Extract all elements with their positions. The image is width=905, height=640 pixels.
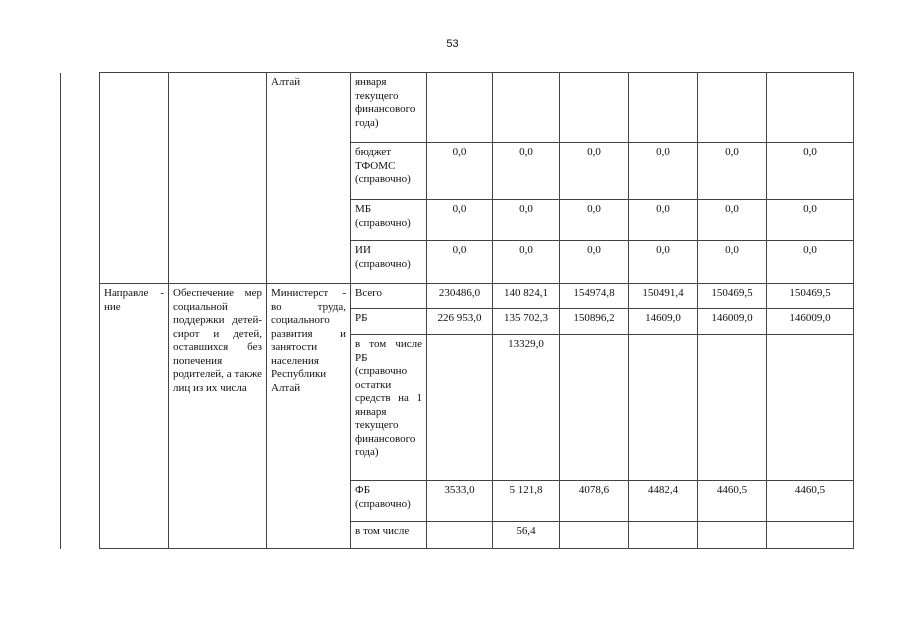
- funding-source-cell: бюджет ТФОМС (справочно): [351, 143, 427, 200]
- value-cell: 0,0: [493, 200, 560, 241]
- value-cell: 0,0: [767, 143, 854, 200]
- table-row: [61, 73, 854, 143]
- value-cell: 4482,4: [629, 481, 698, 522]
- value-cell: 226 953,0: [427, 309, 493, 335]
- value-cell: 150469,5: [698, 284, 767, 309]
- value-cell: 56,4: [493, 522, 560, 549]
- value-cell: 0,0: [698, 143, 767, 200]
- funding-source-cell: ФБ (справочно): [351, 481, 427, 522]
- spacer-cell: [61, 73, 100, 284]
- value-cell: 0,0: [560, 143, 629, 200]
- value-cell: 150469,5: [767, 284, 854, 309]
- value-cell: 135 702,3: [493, 309, 560, 335]
- value-cell: 0,0: [767, 200, 854, 241]
- executor-cell: Министерст - во труда, социального развития и занятости населения Республики Алтай: [267, 284, 351, 549]
- value-cell: 0,0: [427, 200, 493, 241]
- funding-source-cell: Всего: [351, 284, 427, 309]
- value-cell: 146009,0: [698, 309, 767, 335]
- value-cell: 4078,6: [560, 481, 629, 522]
- value-cell: [698, 73, 767, 143]
- element-type-cell: Направле - ние: [100, 284, 169, 549]
- funding-source-cell: РБ: [351, 309, 427, 335]
- element-name-cell: Обеспечение мер социальной поддержки детей-сирот и детей, оставшихся без попечения родителей, а также лиц из их числа: [169, 284, 267, 549]
- value-cell: 0,0: [560, 241, 629, 284]
- value-cell: 0,0: [493, 143, 560, 200]
- value-cell: [560, 73, 629, 143]
- page-number: 53: [446, 38, 459, 50]
- value-cell: 0,0: [427, 241, 493, 284]
- value-cell: [767, 73, 854, 143]
- value-cell: 0,0: [629, 143, 698, 200]
- value-cell: [767, 522, 854, 549]
- value-cell: 140 824,1: [493, 284, 560, 309]
- value-cell: [629, 73, 698, 143]
- value-cell: 14609,0: [629, 309, 698, 335]
- value-cell: [698, 335, 767, 481]
- value-cell: 146009,0: [767, 309, 854, 335]
- funding-source-cell: МБ (справочно): [351, 200, 427, 241]
- value-cell: [427, 73, 493, 143]
- value-cell: [560, 335, 629, 481]
- value-cell: 0,0: [767, 241, 854, 284]
- value-cell: [629, 335, 698, 481]
- value-cell: 230486,0: [427, 284, 493, 309]
- value-cell: [427, 522, 493, 549]
- value-cell: [560, 522, 629, 549]
- executor-cell: Алтай: [267, 73, 351, 284]
- table-body: [61, 73, 854, 549]
- value-cell: [698, 522, 767, 549]
- funding-source-cell: в том числе РБ (справочно остатки средств на 1 января текущего финансового года): [351, 335, 427, 481]
- value-cell: [493, 73, 560, 143]
- element-type-cell: [100, 73, 169, 284]
- table-row: [61, 284, 854, 309]
- value-cell: 0,0: [698, 200, 767, 241]
- value-cell: 150896,2: [560, 309, 629, 335]
- spacer-cell: [61, 284, 100, 549]
- value-cell: 3533,0: [427, 481, 493, 522]
- funding-source-cell: ИИ (справочно): [351, 241, 427, 284]
- value-cell: [767, 335, 854, 481]
- value-cell: [629, 522, 698, 549]
- value-cell: 4460,5: [698, 481, 767, 522]
- value-cell: 4460,5: [767, 481, 854, 522]
- value-cell: 0,0: [698, 241, 767, 284]
- funding-source-cell: января текущего финансового года): [351, 73, 427, 143]
- value-cell: 0,0: [427, 143, 493, 200]
- value-cell: 0,0: [629, 241, 698, 284]
- value-cell: 0,0: [629, 200, 698, 241]
- value-cell: 13329,0: [493, 335, 560, 481]
- funding-source-cell: в том числе: [351, 522, 427, 549]
- element-name-cell: [169, 73, 267, 284]
- value-cell: [427, 335, 493, 481]
- value-cell: 5 121,8: [493, 481, 560, 522]
- value-cell: 0,0: [493, 241, 560, 284]
- value-cell: 0,0: [560, 200, 629, 241]
- value-cell: 150491,4: [629, 284, 698, 309]
- value-cell: 154974,8: [560, 284, 629, 309]
- program-funding-table: [60, 72, 854, 549]
